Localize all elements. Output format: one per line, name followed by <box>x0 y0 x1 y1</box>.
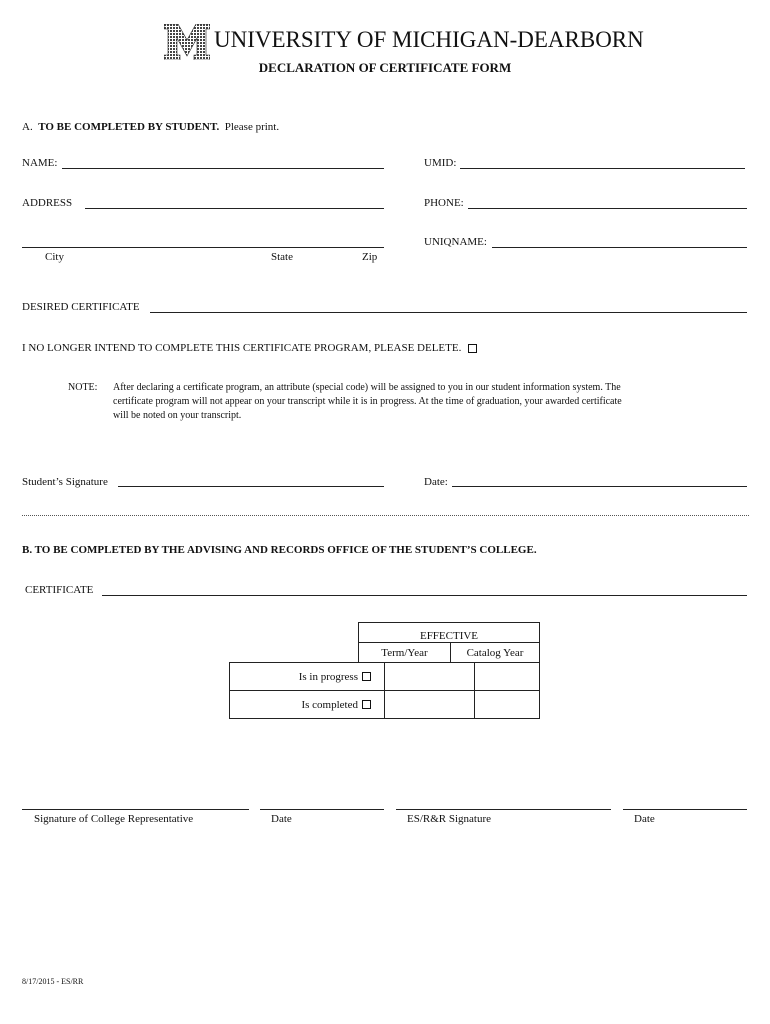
college-date-field[interactable] <box>260 809 384 810</box>
address-field[interactable] <box>85 208 384 209</box>
student-date-label: Date: <box>424 476 448 488</box>
esrr-signature-label: ES/R&R Signature <box>407 813 492 825</box>
in-progress-checkbox[interactable] <box>362 672 371 681</box>
effective-header-table <box>358 622 540 663</box>
student-date-field[interactable] <box>452 486 747 487</box>
note-line-2: certificate program will not appear on your transcript while it is in progress. At the time of graduation, your awarded certificate <box>113 396 622 407</box>
effective-header: EFFECTIVE <box>359 623 540 643</box>
effective-status-table <box>229 662 540 719</box>
uniqname-field[interactable] <box>492 247 747 248</box>
form-title: DECLARATION OF CERTIFICATE FORM <box>258 60 512 75</box>
in-progress-term-cell[interactable] <box>385 663 475 691</box>
certificate-field[interactable] <box>102 595 747 596</box>
college-rep-signature-field[interactable] <box>22 809 249 810</box>
note-label: NOTE: <box>68 382 98 393</box>
zip-label: Zip <box>362 251 378 263</box>
name-field[interactable] <box>62 168 384 169</box>
section-a-heading: A. TO BE COMPLETED BY STUDENT. Please print. <box>22 121 280 133</box>
col-term-year: Term/Year <box>359 643 451 663</box>
city-state-zip-field[interactable] <box>22 247 384 248</box>
esrr-signature-field[interactable] <box>396 809 611 810</box>
phone-field[interactable] <box>468 208 747 209</box>
completed-checkbox[interactable] <box>362 700 371 709</box>
name-label: NAME: <box>22 157 58 169</box>
student-signature-field[interactable] <box>118 486 384 487</box>
desired-certificate-label: DESIRED CERTIFICATE <box>22 301 140 313</box>
revision-footer: 8/17/2015 - ES/RR <box>22 977 84 986</box>
student-signature-label: Student’s Signature <box>22 476 108 488</box>
esrr-date-field[interactable] <box>623 809 747 810</box>
college-date-label: Date <box>271 813 292 825</box>
state-label: State <box>271 251 293 263</box>
col-catalog-year: Catalog Year <box>451 643 540 663</box>
umid-label: UMID: <box>424 157 457 169</box>
certificate-label: CERTIFICATE <box>25 584 94 596</box>
university-name: UNIVERSITY OF MICHIGAN-DEARBORN <box>214 27 644 52</box>
completed-term-cell[interactable] <box>385 691 475 719</box>
in-progress-catalog-cell[interactable] <box>475 663 540 691</box>
note-line-3: will be noted on your transcript. <box>113 410 242 421</box>
umid-field[interactable] <box>460 168 745 169</box>
completed-checkbox-cell <box>362 691 385 719</box>
row-label-completed: Is completed <box>230 691 363 719</box>
desired-certificate-field[interactable] <box>150 312 747 313</box>
row-label-in-progress: Is in progress <box>230 663 363 691</box>
college-rep-signature-label: Signature of College Representative <box>34 813 194 825</box>
phone-label: PHONE: <box>424 197 464 209</box>
university-logo-m <box>164 24 210 60</box>
city-label: City <box>45 251 64 263</box>
note-line-1: After declaring a certificate program, an attribute (special code) will be assigned to you in our student information system. The <box>113 382 621 393</box>
section-divider <box>22 515 749 516</box>
completed-catalog-cell[interactable] <box>475 691 540 719</box>
esrr-date-label: Date <box>634 813 655 825</box>
in-progress-checkbox-cell <box>362 663 385 691</box>
section-b-heading: B. TO BE COMPLETED BY THE ADVISING AND RECORDS OFFICE OF THE STUDENT’S COLLEGE. <box>22 544 537 556</box>
address-label: ADDRESS <box>22 197 73 209</box>
uniqname-label: UNIQNAME: <box>424 236 487 248</box>
delete-statement: I NO LONGER INTEND TO COMPLETE THIS CERTIFICATE PROGRAM, PLEASE DELETE. <box>22 343 477 354</box>
delete-checkbox[interactable] <box>468 344 477 353</box>
